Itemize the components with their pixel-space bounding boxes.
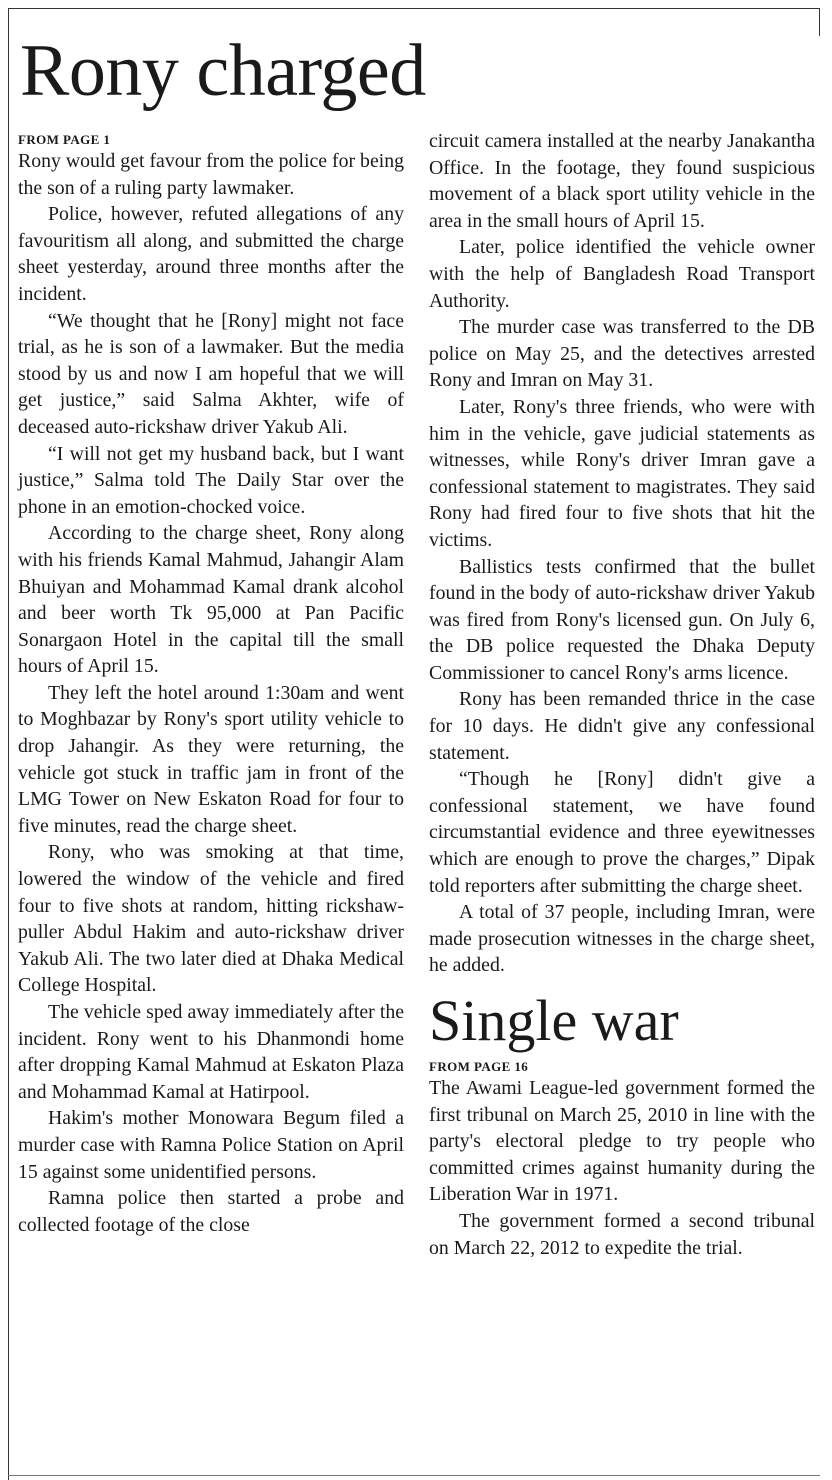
story1-paragraph: Hakim's mother Monowara Begum filed a murder case with Ramna Police Station on April 15 against some unidentified persons. bbox=[18, 1107, 404, 1183]
story-headline-single-war: Single war bbox=[429, 988, 679, 1053]
story1-paragraph: Rony would get favour from the police for being the son of a ruling party lawmaker. bbox=[18, 150, 404, 199]
story1-paragraph: circuit camera installed at the nearby Janakantha Office. In the footage, they found suspicious movement of a black sport utility vehicle in the area in the small hours of April 15. bbox=[429, 130, 815, 232]
page-top-rule bbox=[8, 8, 820, 9]
story1-paragraph: A total of 37 people, including Imran, were made prosecution witnesses in the charge sheet, he added. bbox=[429, 901, 815, 977]
story1-paragraph: Police, however, refuted allegations of any favouritism all along, and submitted the charge sheet yesterday, around three months after the incident. bbox=[18, 203, 404, 305]
story1-right-column bbox=[429, 128, 815, 1261]
story2-paragraph: The government formed a second tribunal on March 22, 2012 to expedite the trial. bbox=[429, 1209, 815, 1259]
story1-paragraph: They left the hotel around 1:30am and went to Moghbazar by Rony's sport utility vehicle to drop Jahangir. As they were returning, the vehicle got stuck in traffic jam in front of the LMG Tower on New Eskaton Road for four to five minutes, read the charge sheet. bbox=[18, 681, 404, 837]
story1-paragraph: Rony has been remanded thrice in the case for 10 days. He didn't give any confessional statement. bbox=[429, 688, 815, 764]
story1-left-column bbox=[18, 128, 404, 1238]
story1-paragraph: Later, Rony's three friends, who were with him in the vehicle, gave judicial statements as witnesses, while Rony's driver Imran gave a confessional statement to magistrates. They said Rony had fired four to five shots that hit the victims. bbox=[429, 395, 815, 551]
story1-paragraph: The vehicle sped away immediately after the incident. Rony went to his Dhanmondi home after dropping Kamal Mahmud at Eskaton Plaza and Mohammad Kamal at Hatirpool. bbox=[18, 1001, 404, 1103]
page-bottom-rule bbox=[8, 1475, 820, 1476]
story2-kicker: FROM PAGE 16 bbox=[429, 1059, 529, 1074]
story1-paragraph: Ramna police then started a probe and collected footage of the close bbox=[18, 1187, 404, 1236]
story1-paragraph: “Though he [Rony] didn't give a confessional statement, we have found circumstantial evidence and three eyewitnesses which are enough to prove the charges,” Dipak told reporters after submitting the charge sheet. bbox=[429, 768, 815, 897]
story1-paragraph: The murder case was transferred to the DB police on May 25, and the detectives arrested Rony and Imran on May 31. bbox=[429, 316, 815, 392]
page-left-rule bbox=[8, 8, 9, 1480]
story1-paragraph: Later, police identified the vehicle owner with the help of Bangladesh Road Transport Authority. bbox=[429, 236, 815, 312]
story1-paragraph: “We thought that he [Rony] might not face trial, as he is son of a lawmaker. But the media stood by us and now I am hopeful that we will get justice,” said Salma Akhter, wife of deceased auto-rickshaw driver Yakub Ali. bbox=[18, 309, 404, 438]
story1-kicker: FROM PAGE 1 bbox=[18, 132, 111, 147]
story1-paragraph: Ballistics tests confirmed that the bullet found in the body of auto-rickshaw driver Yakub was fired from Rony's licensed gun. On July 6, the DB police requested the Dhaka Deputy Commissioner to cancel Rony's arms licence. bbox=[429, 555, 815, 684]
story1-paragraph: “I will not get my husband back, but I want justice,” Salma told The Daily Star over the phone in an emotion-chocked voice. bbox=[18, 442, 404, 518]
story1-paragraph: Rony, who was smoking at that time, lowered the window of the vehicle and fired four to five shots at random, hitting rickshaw-puller Abdul Hakim and auto-rickshaw driver Yakub Ali. The two later died at Dhaka Medical College Hospital. bbox=[18, 841, 404, 997]
page-right-rule bbox=[819, 8, 820, 36]
story-headline-rony-charged: Rony charged bbox=[20, 30, 426, 112]
story1-paragraph: According to the charge sheet, Rony along with his friends Kamal Mahmud, Jahangir Alam Bhuiyan and Mohammad Kamal drank alcohol and beer worth Tk 95,000 at Pan Pacific Sonargaon Hotel in the capital till the small hours of April 15. bbox=[18, 522, 404, 678]
story2-paragraph: The Awami League-led government formed the first tribunal on March 25, 2010 in line with the party's electoral pledge to try people who committed crimes against humanity during the Liberation War in 1971. bbox=[429, 1077, 815, 1206]
